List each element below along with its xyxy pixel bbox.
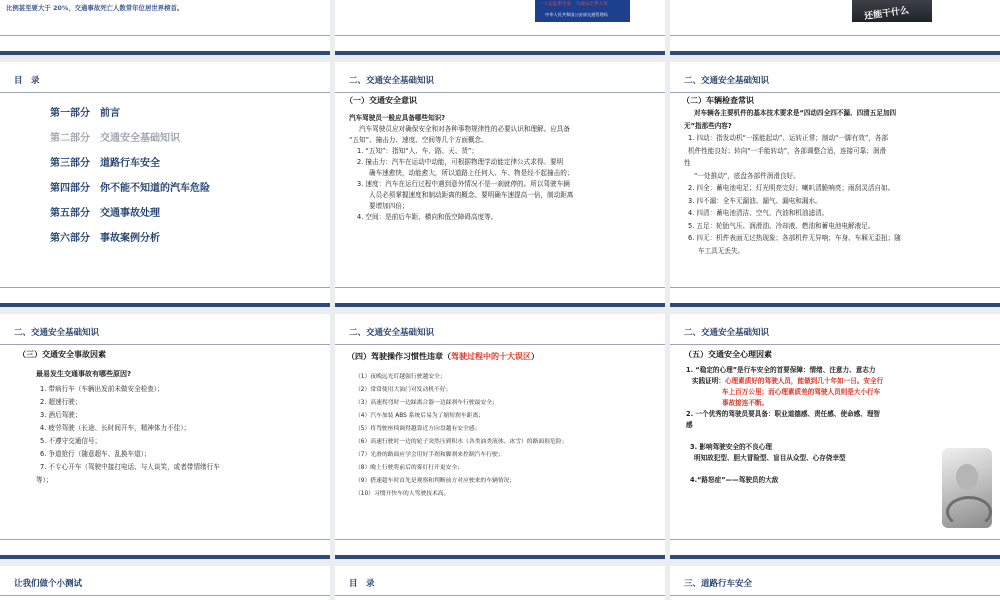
body-line: 1. “五知”：指知“人、车、路、天、货”； <box>357 147 478 155</box>
slide-header <box>335 314 665 348</box>
psychology-body <box>686 365 936 486</box>
list-item: （7）光滑的路面应学会用好手刹和脚刹来控制汽车行驶； <box>355 452 504 458</box>
section-title: （一）交通安全意识 <box>345 96 417 105</box>
toc-item-1[interactable]: 第一部分 前言 <box>50 108 120 119</box>
footer-band <box>335 555 665 559</box>
footer-band <box>335 303 665 307</box>
footer-band <box>670 51 1000 55</box>
list-item: （9）搭速超车时首先是观察和判断前方对应驶来的车辆情况； <box>355 478 516 484</box>
list-item: （3）高速拐弯时一边踩离合器一边踩刹车行驶最安全； <box>355 400 498 406</box>
body-line: “五知”、撞击力、速度、空间等几个方面概念。 <box>349 136 488 144</box>
list-item: （8）晚上行驶将前后的雾灯打开更安全； <box>355 465 464 471</box>
body-line: 确车速愈快，动能愈大，所以道路上任何人、车、物是经不起撞击的； <box>369 169 574 177</box>
footer-band <box>670 555 1000 559</box>
footer-band <box>0 51 330 55</box>
body-line: 2. 一个优秀的驾驶员要具备：职业道德感、责任感、使命感、理智 <box>686 410 881 418</box>
body-line: 机件性能良好；转向“一手能转动”，各部调整合适，连接可靠；润滑 <box>688 146 887 155</box>
slide-header <box>0 62 330 96</box>
slide-habits[interactable] <box>335 314 665 559</box>
toc-item-2[interactable]: 第二部分 交通安全基础知识 <box>50 133 180 144</box>
list-item: 4. 疲劳驾驶（长途、长时间开车，精神体力不佳）； <box>40 424 191 432</box>
footer-band <box>0 555 330 559</box>
section-title: （三）交通安全事故因素 <box>18 350 106 359</box>
list-item: 3. 酒后驾驶； <box>40 411 82 419</box>
body-line: 2. 四全：蓄电池电足；灯光明亮完好；喇叭清脆响亮；雨刮灵活自如。 <box>688 184 895 192</box>
banner-white-text: 中华人民共和国公安部交通管理局 <box>545 12 608 17</box>
body-line: 对车辆各主要机件的基本技术要求是“四动四全四不漏、四清五足加四 <box>694 109 897 117</box>
list-item: （10）习惯开快车的人驾驶技术高。 <box>355 491 450 497</box>
list-item: 7. 不专心开车（驾驶中接打电话、与人谈笑，或者带情绪行车 <box>40 463 220 471</box>
toc-item-5[interactable]: 第五部分 交通事故处理 <box>50 208 160 219</box>
body-line <box>686 376 936 387</box>
slide-top-mid[interactable] <box>335 0 665 55</box>
slide-text: 比例甚至要大于 20%，交通事故死亡人数常年位居世界榜首。 <box>6 4 184 12</box>
body-line: 车上百万公里；而心理素质差的驾驶人员则是大小行车 <box>722 388 881 396</box>
slide-header <box>0 566 330 600</box>
slide-top-right[interactable] <box>670 0 1000 55</box>
slide-header <box>335 62 665 96</box>
toc-item-3[interactable]: 第三部分 道路行车安全 <box>50 158 160 169</box>
slide-header-title: 三、道路行车安全 <box>684 579 753 589</box>
slide-header <box>0 314 330 348</box>
slide-header-title: 二、交通安全基础知识 <box>684 76 770 86</box>
spacer <box>686 431 936 442</box>
list-item: （6）高速行驶时一边的轮子突然压到积水（各类油类液体、冰雪）的路面很危险； <box>355 439 568 445</box>
slide-bottom-mid[interactable] <box>335 566 665 600</box>
list-item: 等）； <box>36 476 53 484</box>
slide-header <box>670 62 1000 96</box>
slide-awareness[interactable] <box>335 62 665 307</box>
section-body <box>349 113 659 223</box>
body-line: 1. “稳定的心理”是行车安全的首要保障：情绪、注意力、意志力 <box>686 366 876 374</box>
causes-question: 最易发生交通事故有哪些原因? <box>36 370 132 378</box>
slide-header-title: 目 录 <box>349 579 375 589</box>
body-line: 4. 空间：是前后车距、横向和低空障碍高度等。 <box>357 213 498 221</box>
list-item: （5）将驾驶座椅调得越靠近方向盘越有安全感； <box>355 426 481 432</box>
body-line: “一处推动”，底盘各部件润滑良好。 <box>694 171 800 180</box>
body-line: 4.“路怒症”——驾驶员的大敌 <box>690 476 779 484</box>
body-line: 4. 四清：蓄电池清洁、空气、汽油和机油滤清。 <box>688 209 829 217</box>
section-title: （五）交通安全心理因素 <box>684 350 772 359</box>
graffiti-text: 还能干什么 <box>863 5 910 23</box>
body-line: 车工具无丢失。 <box>698 246 745 255</box>
body-prefix: 实践证明： <box>692 377 725 385</box>
footer-band <box>335 51 665 55</box>
slide-header-title: 目 录 <box>14 76 40 86</box>
slide-top-left[interactable] <box>0 0 330 55</box>
footer-band <box>670 303 1000 307</box>
section-title-suffix: ） <box>531 352 539 361</box>
body-line: 汽车驾驶员一般应具备哪些知识? <box>349 114 446 122</box>
slide-psychology[interactable] <box>670 314 1000 559</box>
toc-item-4[interactable]: 第四部分 你不能不知道的汽车危险 <box>50 183 210 194</box>
body-line: 无”指那些内容? <box>684 121 732 130</box>
body-highlight: 心理素质好的驾驶人员，能做到几十年如一日。安全行 <box>724 377 884 385</box>
slide-header <box>335 566 665 600</box>
section-title-prefix: （四）驾驶操作习惯性违章（ <box>347 352 451 361</box>
section-body <box>684 107 994 257</box>
list-item: （2）常常使用大油门对发动机不好； <box>355 387 452 393</box>
slide-header-title: 让我们做个小测试 <box>14 579 83 589</box>
list-item: （4）汽车加装 ABS 系统后易为了缩短刹车距离； <box>355 413 485 419</box>
body-line: 6. 四无：机件表面无过热现象；各部机件无异响；车身、车厢无歪扭；随 <box>688 234 901 242</box>
body-line: 感 <box>686 421 693 429</box>
photo-face-shape <box>956 464 978 490</box>
graffiti-photo <box>852 0 932 22</box>
list-item: 6. 争道抢行（随意超车、乱换车道）； <box>40 450 151 458</box>
banner-red-text: 一人安危系全家 交通安全系大家 <box>539 2 608 7</box>
list-item: 2. 超速行驶； <box>40 398 82 406</box>
causes-list <box>36 383 320 487</box>
habits-list <box>355 371 660 501</box>
body-line: 明知故犯型、胆大冒险型、盲目从众型、心存侥幸型 <box>694 454 846 462</box>
slide-inspection[interactable] <box>670 62 1000 307</box>
toc-item-6[interactable]: 第六部分 事故案例分析 <box>50 233 160 244</box>
slide-header <box>670 566 1000 600</box>
body-line: 5. 五足：轮胎气压、润滑油、冷却液、燃油和蓄电池电解液足。 <box>688 221 875 230</box>
footer-band <box>0 303 330 307</box>
body-line: 3. 影响驾驶安全的不良心理 <box>690 443 772 451</box>
body-line: 人员必须掌握速度和制动距离的概念。要明确车速提高一倍，制动距离 <box>369 191 574 199</box>
list-item: （1）夜晚远光灯越强行驶越安全； <box>355 374 446 380</box>
slide-header <box>670 314 1000 348</box>
section-title-highlight: 驾驶过程中的十大误区 <box>451 352 531 361</box>
section-title: （二）车辆检查常识 <box>682 96 754 105</box>
body-line: 要增加四倍； <box>369 202 409 210</box>
spacer <box>686 464 936 475</box>
body-line: 2. 撞击力：汽车在运动中动能，可根据物理学动能定律公式求得。要明 <box>357 158 564 166</box>
slide-header-title: 二、交通安全基础知识 <box>684 328 770 338</box>
list-item: 1. 带病行车（车辆出发前未做安全检查）； <box>40 385 164 393</box>
section-title <box>347 351 539 362</box>
slide-bottom-right[interactable] <box>670 566 1000 600</box>
slide-bottom-left[interactable] <box>0 566 330 600</box>
slide-toc[interactable] <box>0 62 330 307</box>
list-item: 5. 不遵守交通信号； <box>40 437 102 445</box>
body-line: 3. 速度：汽车在运行过程中遇到意外情况不是一刹就停的。所以驾驶车辆 <box>357 180 570 188</box>
body-line: 事故接连不断。 <box>722 399 769 407</box>
driver-photo <box>942 448 992 528</box>
slide-header-title: 二、交通安全基础知识 <box>14 328 100 338</box>
slide-header-title: 二、交通安全基础知识 <box>349 328 435 338</box>
body-line: 性 <box>684 159 691 167</box>
photo-wheel-shape <box>946 496 992 528</box>
poster-banner <box>535 0 630 22</box>
body-line: 汽车驾驶员应对确保安全和对各种事物规律性的必要认识和理解。应具备 <box>359 125 570 133</box>
slide-header-title: 二、交通安全基础知识 <box>349 76 435 86</box>
slide-causes[interactable] <box>0 314 330 559</box>
body-line: 1. 四动：指发动机“一摇能起动”、运转正常；制动“一脚有效”，各部 <box>688 134 889 142</box>
body-line: 3. 四不漏：全车无漏油、漏气、漏电和漏水。 <box>688 196 822 205</box>
